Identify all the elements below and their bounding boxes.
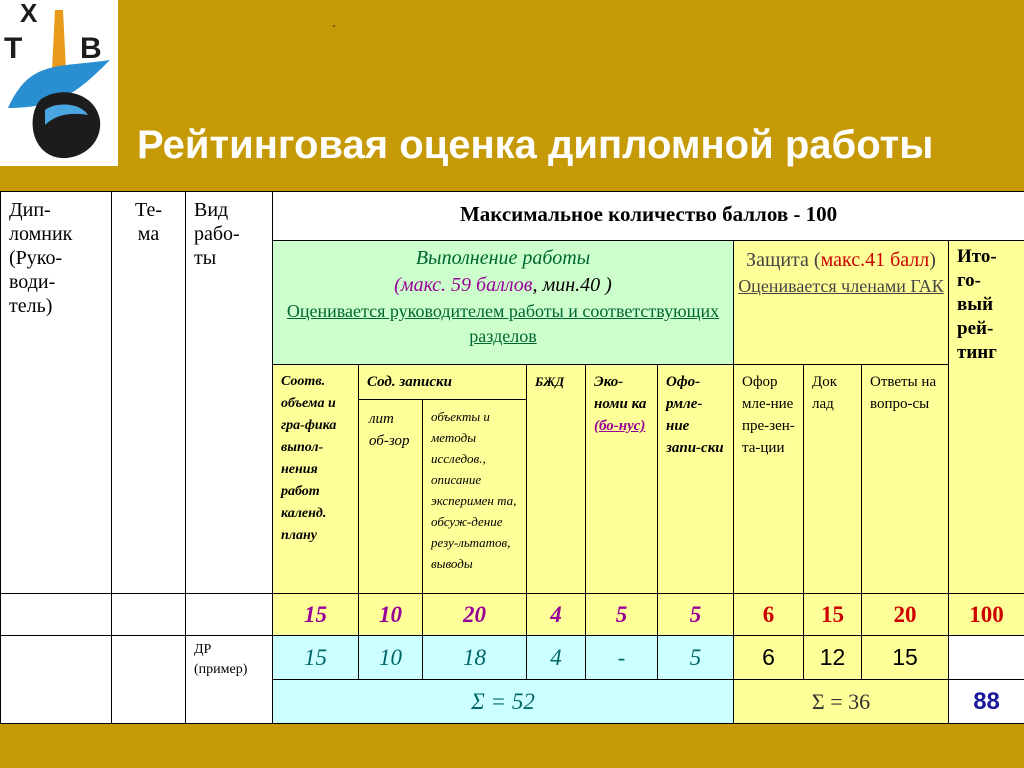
example-value: 18 (423, 636, 527, 680)
col-header-tema: Те- ма (112, 192, 186, 594)
empty-cell (1, 594, 112, 636)
sub-answers: Ответы на вопро-сы (862, 365, 949, 594)
sub-objects-methods: объекты и методы исследов., описание эксперимен та, обсуж-дение резу-льтатов, выводы (423, 400, 527, 594)
drop-logo-icon (0, 0, 118, 166)
empty-cell (112, 636, 186, 724)
defense-max: макс.41 балл (820, 249, 930, 271)
sub-sod-zapiski: Сод. записки (359, 365, 527, 400)
decor-dot (333, 25, 335, 27)
empty-cell (949, 636, 1024, 680)
sub-doklad: Док лад (804, 365, 862, 594)
example-value: 10 (359, 636, 423, 680)
page-title: Рейтинговая оценка дипломной работы (137, 123, 934, 167)
sub-oformlenie: Офо-рмле-ние запи-ски (658, 365, 734, 594)
sub-lit-obzor: лит об-зор (359, 400, 423, 594)
example-value: 15 (273, 636, 359, 680)
example-value: 12 (804, 636, 862, 680)
sub-economics: Эко-номи ка (бо-нус) (586, 365, 658, 594)
example-sum-execution: Σ = 52 (273, 680, 734, 724)
svg-text:T: T (4, 32, 23, 65)
logo (0, 0, 118, 166)
execution-min: , мин.40 ) (532, 274, 612, 296)
example-sum-defense: Σ = 36 (734, 680, 949, 724)
execution-note: Оценивается руководителем работы и соответствующих разделов (286, 301, 720, 346)
defense-note: Оценивается членами ГАК (738, 276, 944, 296)
total-rating-header: Ито- го- вый рей- тинг (949, 241, 1024, 594)
execution-title: Выполнение работы (415, 247, 591, 269)
max-value: 4 (527, 594, 586, 636)
empty-cell (186, 594, 273, 636)
example-value: 4 (527, 636, 586, 680)
svg-text:B: B (80, 32, 102, 65)
example-value: 6 (734, 636, 804, 680)
empty-cell (112, 594, 186, 636)
example-value: 15 (862, 636, 949, 680)
sub-bzhd: БЖД (527, 365, 586, 594)
execution-header (273, 241, 734, 365)
max-value: 20 (423, 594, 527, 636)
max-value: 10 (359, 594, 423, 636)
max-points-header: Максимальное количество баллов - 100 (273, 192, 1024, 241)
example-label: ДР (пример) (186, 636, 273, 724)
example-final-score: 88 (949, 680, 1024, 724)
max-value: 5 (586, 594, 658, 636)
execution-max: (макс. 59 баллов (394, 274, 533, 296)
example-value: - (586, 636, 658, 680)
max-value: 6 (734, 594, 804, 636)
col-header-vid: Вид рабо- ты (186, 192, 273, 594)
max-value-total: 100 (949, 594, 1024, 636)
svg-text:X: X (20, 0, 38, 28)
col-header-diplomnik: Дип- ломник (Руко- води- тель) (1, 192, 112, 594)
rating-table (0, 191, 1024, 724)
max-value: 20 (862, 594, 949, 636)
max-value: 15 (804, 594, 862, 636)
sub-sootv: Соотв. объема и гра-фика выпол-нения работ календ. плану (273, 365, 359, 594)
example-value: 5 (658, 636, 734, 680)
defense-header: Защита (макс.41 балл) Оценивается членами ГАК (734, 241, 949, 365)
max-value: 15 (273, 594, 359, 636)
max-value: 5 (658, 594, 734, 636)
empty-cell (1, 636, 112, 724)
sub-presentation: Офор мле-ние пре-зен-та-ции (734, 365, 804, 594)
